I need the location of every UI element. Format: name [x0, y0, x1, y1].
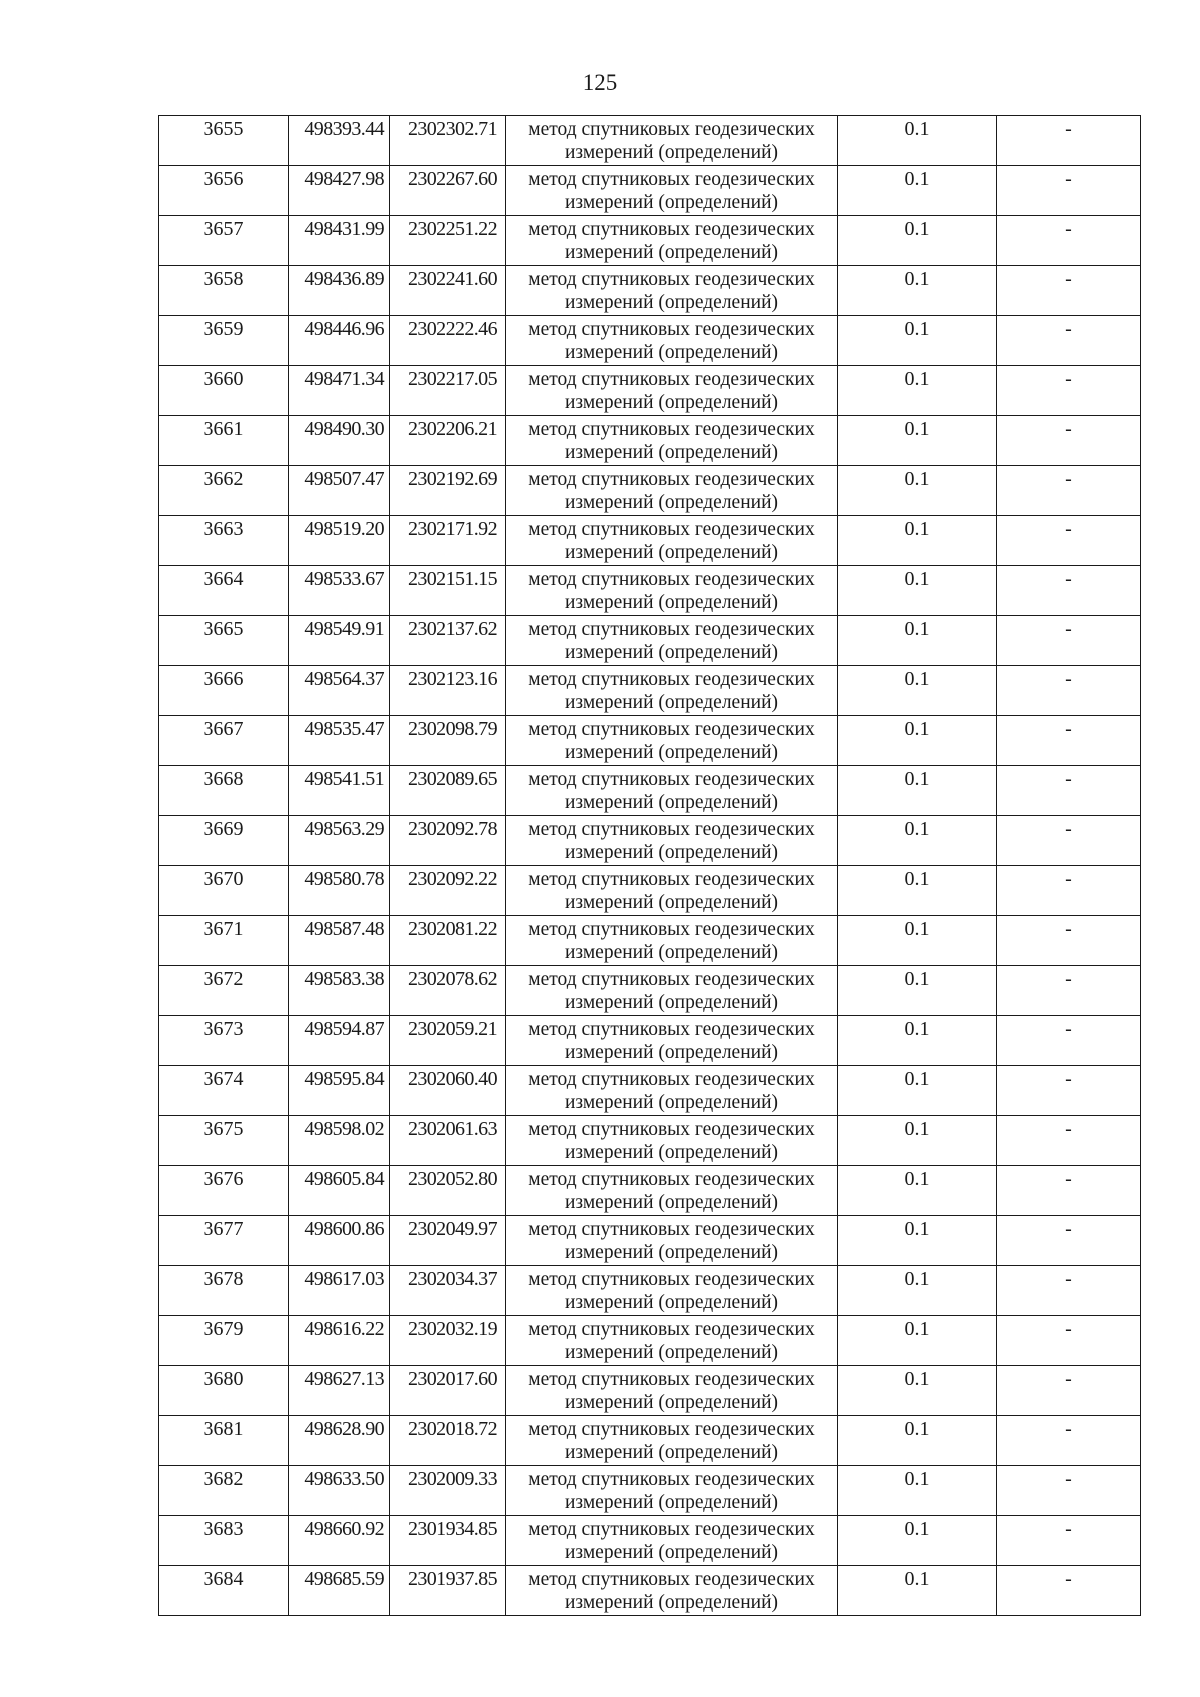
method-line-2: измерений (определений)	[564, 542, 779, 563]
method-cell	[506, 1066, 838, 1116]
note-cell: -	[997, 616, 1141, 666]
method-cell	[506, 766, 838, 816]
method-cell	[506, 1116, 838, 1166]
point-number-cell: 3675	[159, 1116, 289, 1166]
method-line-2: измерений (определений)	[564, 992, 779, 1013]
method-cell	[506, 716, 838, 766]
method-cell	[506, 1166, 838, 1216]
point-number-cell: 3656	[159, 166, 289, 216]
accuracy-cell: 0.1	[838, 566, 997, 616]
note-cell: -	[997, 1266, 1141, 1316]
method-line-1: метод спутниковых геодезических	[528, 1219, 815, 1240]
y-coordinate-cell: 2302302.71	[390, 116, 506, 166]
table-row	[159, 316, 1141, 366]
table-row	[159, 816, 1141, 866]
note-cell: -	[997, 216, 1141, 266]
note-cell: -	[997, 416, 1141, 466]
point-number-cell: 3664	[159, 566, 289, 616]
method-line-2: измерений (определений)	[564, 442, 779, 463]
table-row	[159, 566, 1141, 616]
x-coordinate-cell: 498533.67	[289, 566, 390, 616]
note-cell: -	[997, 816, 1141, 866]
table-row	[159, 1316, 1141, 1366]
method-cell	[506, 866, 838, 916]
table-row	[159, 516, 1141, 566]
method-line-2: измерений (определений)	[564, 1142, 779, 1163]
x-coordinate-cell: 498427.98	[289, 166, 390, 216]
method-line-1: метод спутниковых геодезических	[528, 519, 815, 540]
y-coordinate-cell: 2302171.92	[390, 516, 506, 566]
accuracy-cell: 0.1	[838, 1166, 997, 1216]
method-line-1: метод спутниковых геодезических	[528, 1419, 815, 1440]
note-cell: -	[997, 1516, 1141, 1566]
point-number-cell: 3659	[159, 316, 289, 366]
x-coordinate-cell: 498393.44	[289, 116, 390, 166]
method-line-1: метод спутниковых геодезических	[528, 1069, 815, 1090]
y-coordinate-cell: 2302251.22	[390, 216, 506, 266]
method-cell	[506, 116, 838, 166]
method-line-2: измерений (определений)	[564, 592, 779, 613]
accuracy-cell: 0.1	[838, 1416, 997, 1466]
y-coordinate-cell: 2302059.21	[390, 1016, 506, 1066]
point-number-cell: 3680	[159, 1366, 289, 1416]
y-coordinate-cell: 2302052.80	[390, 1166, 506, 1216]
x-coordinate-cell: 498564.37	[289, 666, 390, 716]
point-number-cell: 3666	[159, 666, 289, 716]
method-line-1: метод спутниковых геодезических	[528, 119, 815, 140]
x-coordinate-cell: 498436.89	[289, 266, 390, 316]
y-coordinate-cell: 2302017.60	[390, 1366, 506, 1416]
accuracy-cell: 0.1	[838, 366, 997, 416]
y-coordinate-cell: 2302009.33	[390, 1466, 506, 1516]
accuracy-cell: 0.1	[838, 316, 997, 366]
point-number-cell: 3668	[159, 766, 289, 816]
accuracy-cell: 0.1	[838, 516, 997, 566]
table-row	[159, 1366, 1141, 1416]
accuracy-cell: 0.1	[838, 816, 997, 866]
x-coordinate-cell: 498431.99	[289, 216, 390, 266]
y-coordinate-cell: 2302018.72	[390, 1416, 506, 1466]
method-cell	[506, 966, 838, 1016]
x-coordinate-cell: 498583.38	[289, 966, 390, 1016]
accuracy-cell: 0.1	[838, 266, 997, 316]
method-cell	[506, 1266, 838, 1316]
method-cell	[506, 1566, 838, 1616]
method-cell	[506, 1216, 838, 1266]
table-row	[159, 266, 1141, 316]
y-coordinate-cell: 2302241.60	[390, 266, 506, 316]
accuracy-cell: 0.1	[838, 916, 997, 966]
x-coordinate-cell: 498507.47	[289, 466, 390, 516]
accuracy-cell: 0.1	[838, 616, 997, 666]
point-number-cell: 3684	[159, 1566, 289, 1616]
method-line-1: метод спутниковых геодезических	[528, 1519, 815, 1540]
method-cell	[506, 916, 838, 966]
method-line-2: измерений (определений)	[564, 1342, 779, 1363]
note-cell: -	[997, 1466, 1141, 1516]
method-line-2: измерений (определений)	[564, 1492, 779, 1513]
note-cell: -	[997, 1216, 1141, 1266]
x-coordinate-cell: 498605.84	[289, 1166, 390, 1216]
x-coordinate-cell: 498616.22	[289, 1316, 390, 1366]
note-cell: -	[997, 266, 1141, 316]
x-coordinate-cell: 498600.86	[289, 1216, 390, 1266]
note-cell: -	[997, 966, 1141, 1016]
accuracy-cell: 0.1	[838, 1116, 997, 1166]
method-line-1: метод спутниковых геодезических	[528, 1019, 815, 1040]
note-cell: -	[997, 466, 1141, 516]
method-line-1: метод спутниковых геодезических	[528, 819, 815, 840]
method-line-2: измерений (определений)	[564, 192, 779, 213]
page-number: 125	[582, 70, 618, 95]
y-coordinate-cell: 2302060.40	[390, 1066, 506, 1116]
method-cell	[506, 1366, 838, 1416]
table-row	[159, 616, 1141, 666]
table-row	[159, 366, 1141, 416]
y-coordinate-cell: 2302267.60	[390, 166, 506, 216]
note-cell: -	[997, 1066, 1141, 1116]
x-coordinate-cell: 498598.02	[289, 1116, 390, 1166]
point-number-cell: 3657	[159, 216, 289, 266]
note-cell: -	[997, 316, 1141, 366]
accuracy-cell: 0.1	[838, 1466, 997, 1516]
accuracy-cell: 0.1	[838, 1066, 997, 1116]
method-line-1: метод спутниковых геодезических	[528, 169, 815, 190]
method-line-2: измерений (определений)	[564, 1542, 779, 1563]
x-coordinate-cell: 498549.91	[289, 616, 390, 666]
method-line-1: метод спутниковых геодезических	[528, 1169, 815, 1190]
x-coordinate-cell: 498587.48	[289, 916, 390, 966]
note-cell: -	[997, 516, 1141, 566]
table-row	[159, 766, 1141, 816]
point-number-cell: 3681	[159, 1416, 289, 1466]
table-row	[159, 216, 1141, 266]
method-line-1: метод спутниковых геодезических	[528, 569, 815, 590]
note-cell: -	[997, 1366, 1141, 1416]
method-line-2: измерений (определений)	[564, 1442, 779, 1463]
y-coordinate-cell: 2302123.16	[390, 666, 506, 716]
method-line-2: измерений (определений)	[564, 1592, 779, 1613]
method-line-1: метод спутниковых геодезических	[528, 419, 815, 440]
x-coordinate-cell: 498580.78	[289, 866, 390, 916]
y-coordinate-cell: 2302151.15	[390, 566, 506, 616]
point-number-cell: 3658	[159, 266, 289, 316]
method-line-2: измерений (определений)	[564, 292, 779, 313]
method-line-2: измерений (определений)	[564, 1092, 779, 1113]
method-line-1: метод спутниковых геодезических	[528, 969, 815, 990]
method-line-1: метод спутниковых геодезических	[528, 1269, 815, 1290]
x-coordinate-cell: 498633.50	[289, 1466, 390, 1516]
method-line-2: измерений (определений)	[564, 642, 779, 663]
method-line-2: измерений (определений)	[564, 1292, 779, 1313]
accuracy-cell: 0.1	[838, 1316, 997, 1366]
method-line-1: метод спутниковых геодезических	[528, 1569, 815, 1590]
table-row	[159, 1516, 1141, 1566]
point-number-cell: 3678	[159, 1266, 289, 1316]
method-line-2: измерений (определений)	[564, 342, 779, 363]
method-line-2: измерений (определений)	[564, 1042, 779, 1063]
y-coordinate-cell: 2301934.85	[390, 1516, 506, 1566]
point-number-cell: 3667	[159, 716, 289, 766]
method-line-1: метод спутниковых геодезических	[528, 219, 815, 240]
table-row	[159, 1066, 1141, 1116]
note-cell: -	[997, 1316, 1141, 1366]
point-number-cell: 3661	[159, 416, 289, 466]
x-coordinate-cell: 498595.84	[289, 1066, 390, 1116]
point-number-cell: 3677	[159, 1216, 289, 1266]
point-number-cell: 3674	[159, 1066, 289, 1116]
y-coordinate-cell: 2302192.69	[390, 466, 506, 516]
accuracy-cell: 0.1	[838, 216, 997, 266]
method-cell	[506, 516, 838, 566]
table-row	[159, 1266, 1141, 1316]
point-number-cell: 3665	[159, 616, 289, 666]
note-cell: -	[997, 716, 1141, 766]
method-line-1: метод спутниковых геодезических	[528, 669, 815, 690]
table-row	[159, 1466, 1141, 1516]
method-cell	[506, 1416, 838, 1466]
method-cell	[506, 266, 838, 316]
method-cell	[506, 1516, 838, 1566]
table-row	[159, 1566, 1141, 1616]
method-line-1: метод спутниковых геодезических	[528, 469, 815, 490]
y-coordinate-cell: 2301937.85	[390, 1566, 506, 1616]
method-line-2: измерений (определений)	[564, 1392, 779, 1413]
accuracy-cell: 0.1	[838, 466, 997, 516]
point-number-cell: 3670	[159, 866, 289, 916]
method-line-2: измерений (определений)	[564, 892, 779, 913]
note-cell: -	[997, 1416, 1141, 1466]
note-cell: -	[997, 916, 1141, 966]
method-cell	[506, 416, 838, 466]
point-number-cell: 3663	[159, 516, 289, 566]
y-coordinate-cell: 2302217.05	[390, 366, 506, 416]
method-line-1: метод спутниковых геодезических	[528, 769, 815, 790]
y-coordinate-cell: 2302092.78	[390, 816, 506, 866]
note-cell: -	[997, 666, 1141, 716]
method-cell	[506, 366, 838, 416]
y-coordinate-cell: 2302089.65	[390, 766, 506, 816]
method-line-2: измерений (определений)	[564, 742, 779, 763]
accuracy-cell: 0.1	[838, 966, 997, 1016]
note-cell: -	[997, 1116, 1141, 1166]
x-coordinate-cell: 498617.03	[289, 1266, 390, 1316]
note-cell: -	[997, 1566, 1141, 1616]
coordinates-table	[158, 115, 1141, 1616]
table-row	[159, 116, 1141, 166]
method-line-2: измерений (определений)	[564, 842, 779, 863]
note-cell: -	[997, 166, 1141, 216]
table-row	[159, 866, 1141, 916]
table-body	[159, 116, 1141, 1616]
method-line-1: метод спутниковых геодезических	[528, 369, 815, 390]
method-cell	[506, 316, 838, 366]
point-number-cell: 3671	[159, 916, 289, 966]
y-coordinate-cell: 2302222.46	[390, 316, 506, 366]
note-cell: -	[997, 866, 1141, 916]
table-row	[159, 1116, 1141, 1166]
point-number-cell: 3672	[159, 966, 289, 1016]
note-cell: -	[997, 1016, 1141, 1066]
y-coordinate-cell: 2302092.22	[390, 866, 506, 916]
method-cell	[506, 216, 838, 266]
y-coordinate-cell: 2302098.79	[390, 716, 506, 766]
accuracy-cell: 0.1	[838, 166, 997, 216]
x-coordinate-cell: 498628.90	[289, 1416, 390, 1466]
x-coordinate-cell: 498594.87	[289, 1016, 390, 1066]
accuracy-cell: 0.1	[838, 1516, 997, 1566]
table-row	[159, 466, 1141, 516]
table-row	[159, 1416, 1141, 1466]
method-line-1: метод спутниковых геодезических	[528, 1369, 815, 1390]
point-number-cell: 3679	[159, 1316, 289, 1366]
accuracy-cell: 0.1	[838, 766, 997, 816]
method-line-2: измерений (определений)	[564, 692, 779, 713]
table-row	[159, 666, 1141, 716]
y-coordinate-cell: 2302206.21	[390, 416, 506, 466]
x-coordinate-cell: 498627.13	[289, 1366, 390, 1416]
method-line-2: измерений (определений)	[564, 942, 779, 963]
x-coordinate-cell: 498563.29	[289, 816, 390, 866]
method-line-2: измерений (определений)	[564, 1192, 779, 1213]
accuracy-cell: 0.1	[838, 416, 997, 466]
table-row	[159, 1166, 1141, 1216]
x-coordinate-cell: 498660.92	[289, 1516, 390, 1566]
method-line-2: измерений (определений)	[564, 492, 779, 513]
method-line-1: метод спутниковых геодезических	[528, 1469, 815, 1490]
y-coordinate-cell: 2302049.97	[390, 1216, 506, 1266]
method-cell	[506, 666, 838, 716]
method-line-1: метод спутниковых геодезических	[528, 319, 815, 340]
note-cell: -	[997, 566, 1141, 616]
method-cell	[506, 616, 838, 666]
point-number-cell: 3660	[159, 366, 289, 416]
table-row	[159, 966, 1141, 1016]
accuracy-cell: 0.1	[838, 1566, 997, 1616]
y-coordinate-cell: 2302032.19	[390, 1316, 506, 1366]
note-cell: -	[997, 366, 1141, 416]
method-line-2: измерений (определений)	[564, 1242, 779, 1263]
x-coordinate-cell: 498471.34	[289, 366, 390, 416]
method-line-1: метод спутниковых геодезических	[528, 619, 815, 640]
point-number-cell: 3682	[159, 1466, 289, 1516]
method-line-1: метод спутниковых геодезических	[528, 1119, 815, 1140]
method-line-2: измерений (определений)	[564, 792, 779, 813]
x-coordinate-cell: 498541.51	[289, 766, 390, 816]
accuracy-cell: 0.1	[838, 666, 997, 716]
method-line-1: метод спутниковых геодезических	[528, 1319, 815, 1340]
method-cell	[506, 566, 838, 616]
point-number-cell: 3669	[159, 816, 289, 866]
method-cell	[506, 1466, 838, 1516]
method-cell	[506, 466, 838, 516]
y-coordinate-cell: 2302078.62	[390, 966, 506, 1016]
accuracy-cell: 0.1	[838, 1366, 997, 1416]
accuracy-cell: 0.1	[838, 1016, 997, 1066]
accuracy-cell: 0.1	[838, 1266, 997, 1316]
method-line-2: измерений (определений)	[564, 242, 779, 263]
table-row	[159, 716, 1141, 766]
point-number-cell: 3676	[159, 1166, 289, 1216]
x-coordinate-cell: 498685.59	[289, 1566, 390, 1616]
point-number-cell: 3655	[159, 116, 289, 166]
method-line-1: метод спутниковых геодезических	[528, 269, 815, 290]
x-coordinate-cell: 498490.30	[289, 416, 390, 466]
note-cell: -	[997, 1166, 1141, 1216]
accuracy-cell: 0.1	[838, 716, 997, 766]
method-line-2: измерений (определений)	[564, 392, 779, 413]
method-cell	[506, 166, 838, 216]
point-number-cell: 3662	[159, 466, 289, 516]
point-number-cell: 3683	[159, 1516, 289, 1566]
method-line-1: метод спутниковых геодезических	[528, 869, 815, 890]
method-line-1: метод спутниковых геодезических	[528, 919, 815, 940]
x-coordinate-cell: 498535.47	[289, 716, 390, 766]
method-cell	[506, 1016, 838, 1066]
note-cell: -	[997, 766, 1141, 816]
table-row	[159, 916, 1141, 966]
method-cell	[506, 816, 838, 866]
accuracy-cell: 0.1	[838, 866, 997, 916]
table-row	[159, 166, 1141, 216]
y-coordinate-cell: 2302034.37	[390, 1266, 506, 1316]
y-coordinate-cell: 2302061.63	[390, 1116, 506, 1166]
x-coordinate-cell: 498446.96	[289, 316, 390, 366]
method-line-2: измерений (определений)	[564, 142, 779, 163]
point-number-cell: 3673	[159, 1016, 289, 1066]
table-row	[159, 1016, 1141, 1066]
table-row	[159, 1216, 1141, 1266]
accuracy-cell: 0.1	[838, 1216, 997, 1266]
y-coordinate-cell: 2302081.22	[390, 916, 506, 966]
accuracy-cell: 0.1	[838, 116, 997, 166]
x-coordinate-cell: 498519.20	[289, 516, 390, 566]
method-line-1: метод спутниковых геодезических	[528, 719, 815, 740]
table-row	[159, 416, 1141, 466]
method-cell	[506, 1316, 838, 1366]
note-cell: -	[997, 116, 1141, 166]
y-coordinate-cell: 2302137.62	[390, 616, 506, 666]
